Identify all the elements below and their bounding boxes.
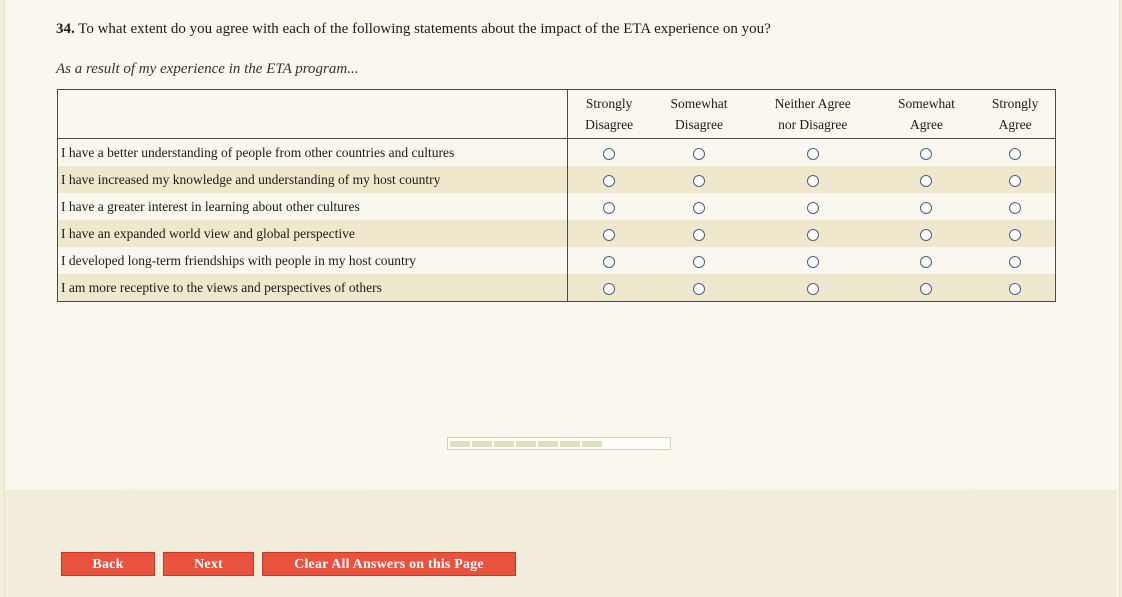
scale-header-somewhat-disagree: Somewhat Disagree [650, 90, 747, 139]
scale-header-somewhat-agree: Somewhat Agree [878, 90, 975, 139]
matrix-header-row [58, 90, 1056, 139]
next-button[interactable]: Next [163, 552, 254, 576]
option-cell-somewhat-agree [878, 247, 975, 274]
option-cell-neither [748, 247, 878, 274]
option-cell-somewhat-agree [878, 220, 975, 247]
footer [5, 490, 1117, 597]
statement-label: I have a better understanding of people from other countries and cultures [58, 139, 568, 167]
radio-button-icon[interactable] [1009, 148, 1021, 160]
radio-button-icon[interactable] [693, 256, 705, 268]
option-cell-strongly-disagree [568, 247, 651, 274]
radio-button-icon[interactable] [920, 229, 932, 241]
radio-button-icon[interactable] [693, 229, 705, 241]
radio-button-icon[interactable] [807, 148, 819, 160]
option-cell-strongly-disagree [568, 139, 651, 167]
option-cell-strongly-agree [975, 166, 1055, 193]
clear-answers-button[interactable]: Clear All Answers on this Page [262, 552, 516, 576]
radio-button-icon[interactable] [603, 202, 615, 214]
matrix-subtitle: As a result of my experience in the ETA program... [56, 61, 359, 77]
statement-label: I have an expanded world view and global perspective [58, 220, 568, 247]
option-cell-somewhat-agree [878, 139, 975, 167]
option-cell-somewhat-agree [878, 193, 975, 220]
option-cell-neither [748, 193, 878, 220]
radio-button-icon[interactable] [807, 256, 819, 268]
option-cell-somewhat-agree [878, 274, 975, 302]
radio-button-icon[interactable] [1009, 175, 1021, 187]
option-cell-neither [748, 166, 878, 193]
statement-label: I have a greater interest in learning about other cultures [58, 193, 568, 220]
option-cell-somewhat-disagree [650, 274, 747, 302]
matrix-row [58, 139, 1056, 167]
radio-button-icon[interactable] [1009, 229, 1021, 241]
radio-button-icon[interactable] [920, 202, 932, 214]
radio-button-icon[interactable] [693, 148, 705, 160]
option-cell-strongly-disagree [568, 193, 651, 220]
statement-label: I have increased my knowledge and understanding of my host country [58, 166, 568, 193]
scale-header-neither: Neither Agree nor Disagree [748, 90, 878, 139]
radio-button-icon[interactable] [807, 202, 819, 214]
scale-header-strongly-agree: Strongly Agree [975, 90, 1055, 139]
likert-matrix [57, 89, 1056, 302]
radio-button-icon[interactable] [603, 283, 615, 295]
progress-fill [450, 441, 604, 447]
radio-button-icon[interactable] [1009, 283, 1021, 295]
option-cell-somewhat-disagree [650, 193, 747, 220]
option-cell-strongly-disagree [568, 166, 651, 193]
matrix-row [58, 166, 1056, 193]
option-cell-strongly-agree [975, 274, 1055, 302]
progress-bar [447, 437, 671, 450]
radio-button-icon[interactable] [693, 283, 705, 295]
radio-button-icon[interactable] [693, 175, 705, 187]
radio-button-icon[interactable] [603, 175, 615, 187]
option-cell-strongly-agree [975, 247, 1055, 274]
option-cell-strongly-agree [975, 193, 1055, 220]
back-button[interactable]: Back [61, 552, 155, 576]
radio-button-icon[interactable] [807, 175, 819, 187]
radio-button-icon[interactable] [920, 256, 932, 268]
option-cell-somewhat-agree [878, 166, 975, 193]
statement-label: I am more receptive to the views and perspectives of others [58, 274, 568, 302]
matrix-row [58, 193, 1056, 220]
option-cell-somewhat-disagree [650, 139, 747, 167]
question-number: 34. [56, 21, 75, 37]
radio-button-icon[interactable] [920, 175, 932, 187]
radio-button-icon[interactable] [1009, 256, 1021, 268]
radio-button-icon[interactable] [1009, 202, 1021, 214]
option-cell-somewhat-disagree [650, 220, 747, 247]
option-cell-strongly-disagree [568, 274, 651, 302]
matrix-row [58, 274, 1056, 302]
radio-button-icon[interactable] [603, 229, 615, 241]
option-cell-neither [748, 220, 878, 247]
radio-button-icon[interactable] [920, 148, 932, 160]
matrix-row [58, 220, 1056, 247]
option-cell-somewhat-disagree [650, 166, 747, 193]
radio-button-icon[interactable] [807, 229, 819, 241]
question-body: To what extent do you agree with each of the following statements about the impact of the ETA experience on you? [78, 21, 771, 37]
scale-header-strongly-disagree: Strongly Disagree [568, 90, 651, 139]
radio-button-icon[interactable] [920, 283, 932, 295]
option-cell-strongly-disagree [568, 220, 651, 247]
option-cell-neither [748, 274, 878, 302]
option-cell-strongly-agree [975, 139, 1055, 167]
matrix-row [58, 247, 1056, 274]
statement-label: I developed long-term friendships with people in my host country [58, 247, 568, 274]
option-cell-neither [748, 139, 878, 167]
radio-button-icon[interactable] [603, 148, 615, 160]
question-text [56, 19, 771, 39]
option-cell-strongly-agree [975, 220, 1055, 247]
radio-button-icon[interactable] [603, 256, 615, 268]
matrix-corner [58, 90, 568, 139]
radio-button-icon[interactable] [807, 283, 819, 295]
radio-button-icon[interactable] [693, 202, 705, 214]
option-cell-somewhat-disagree [650, 247, 747, 274]
